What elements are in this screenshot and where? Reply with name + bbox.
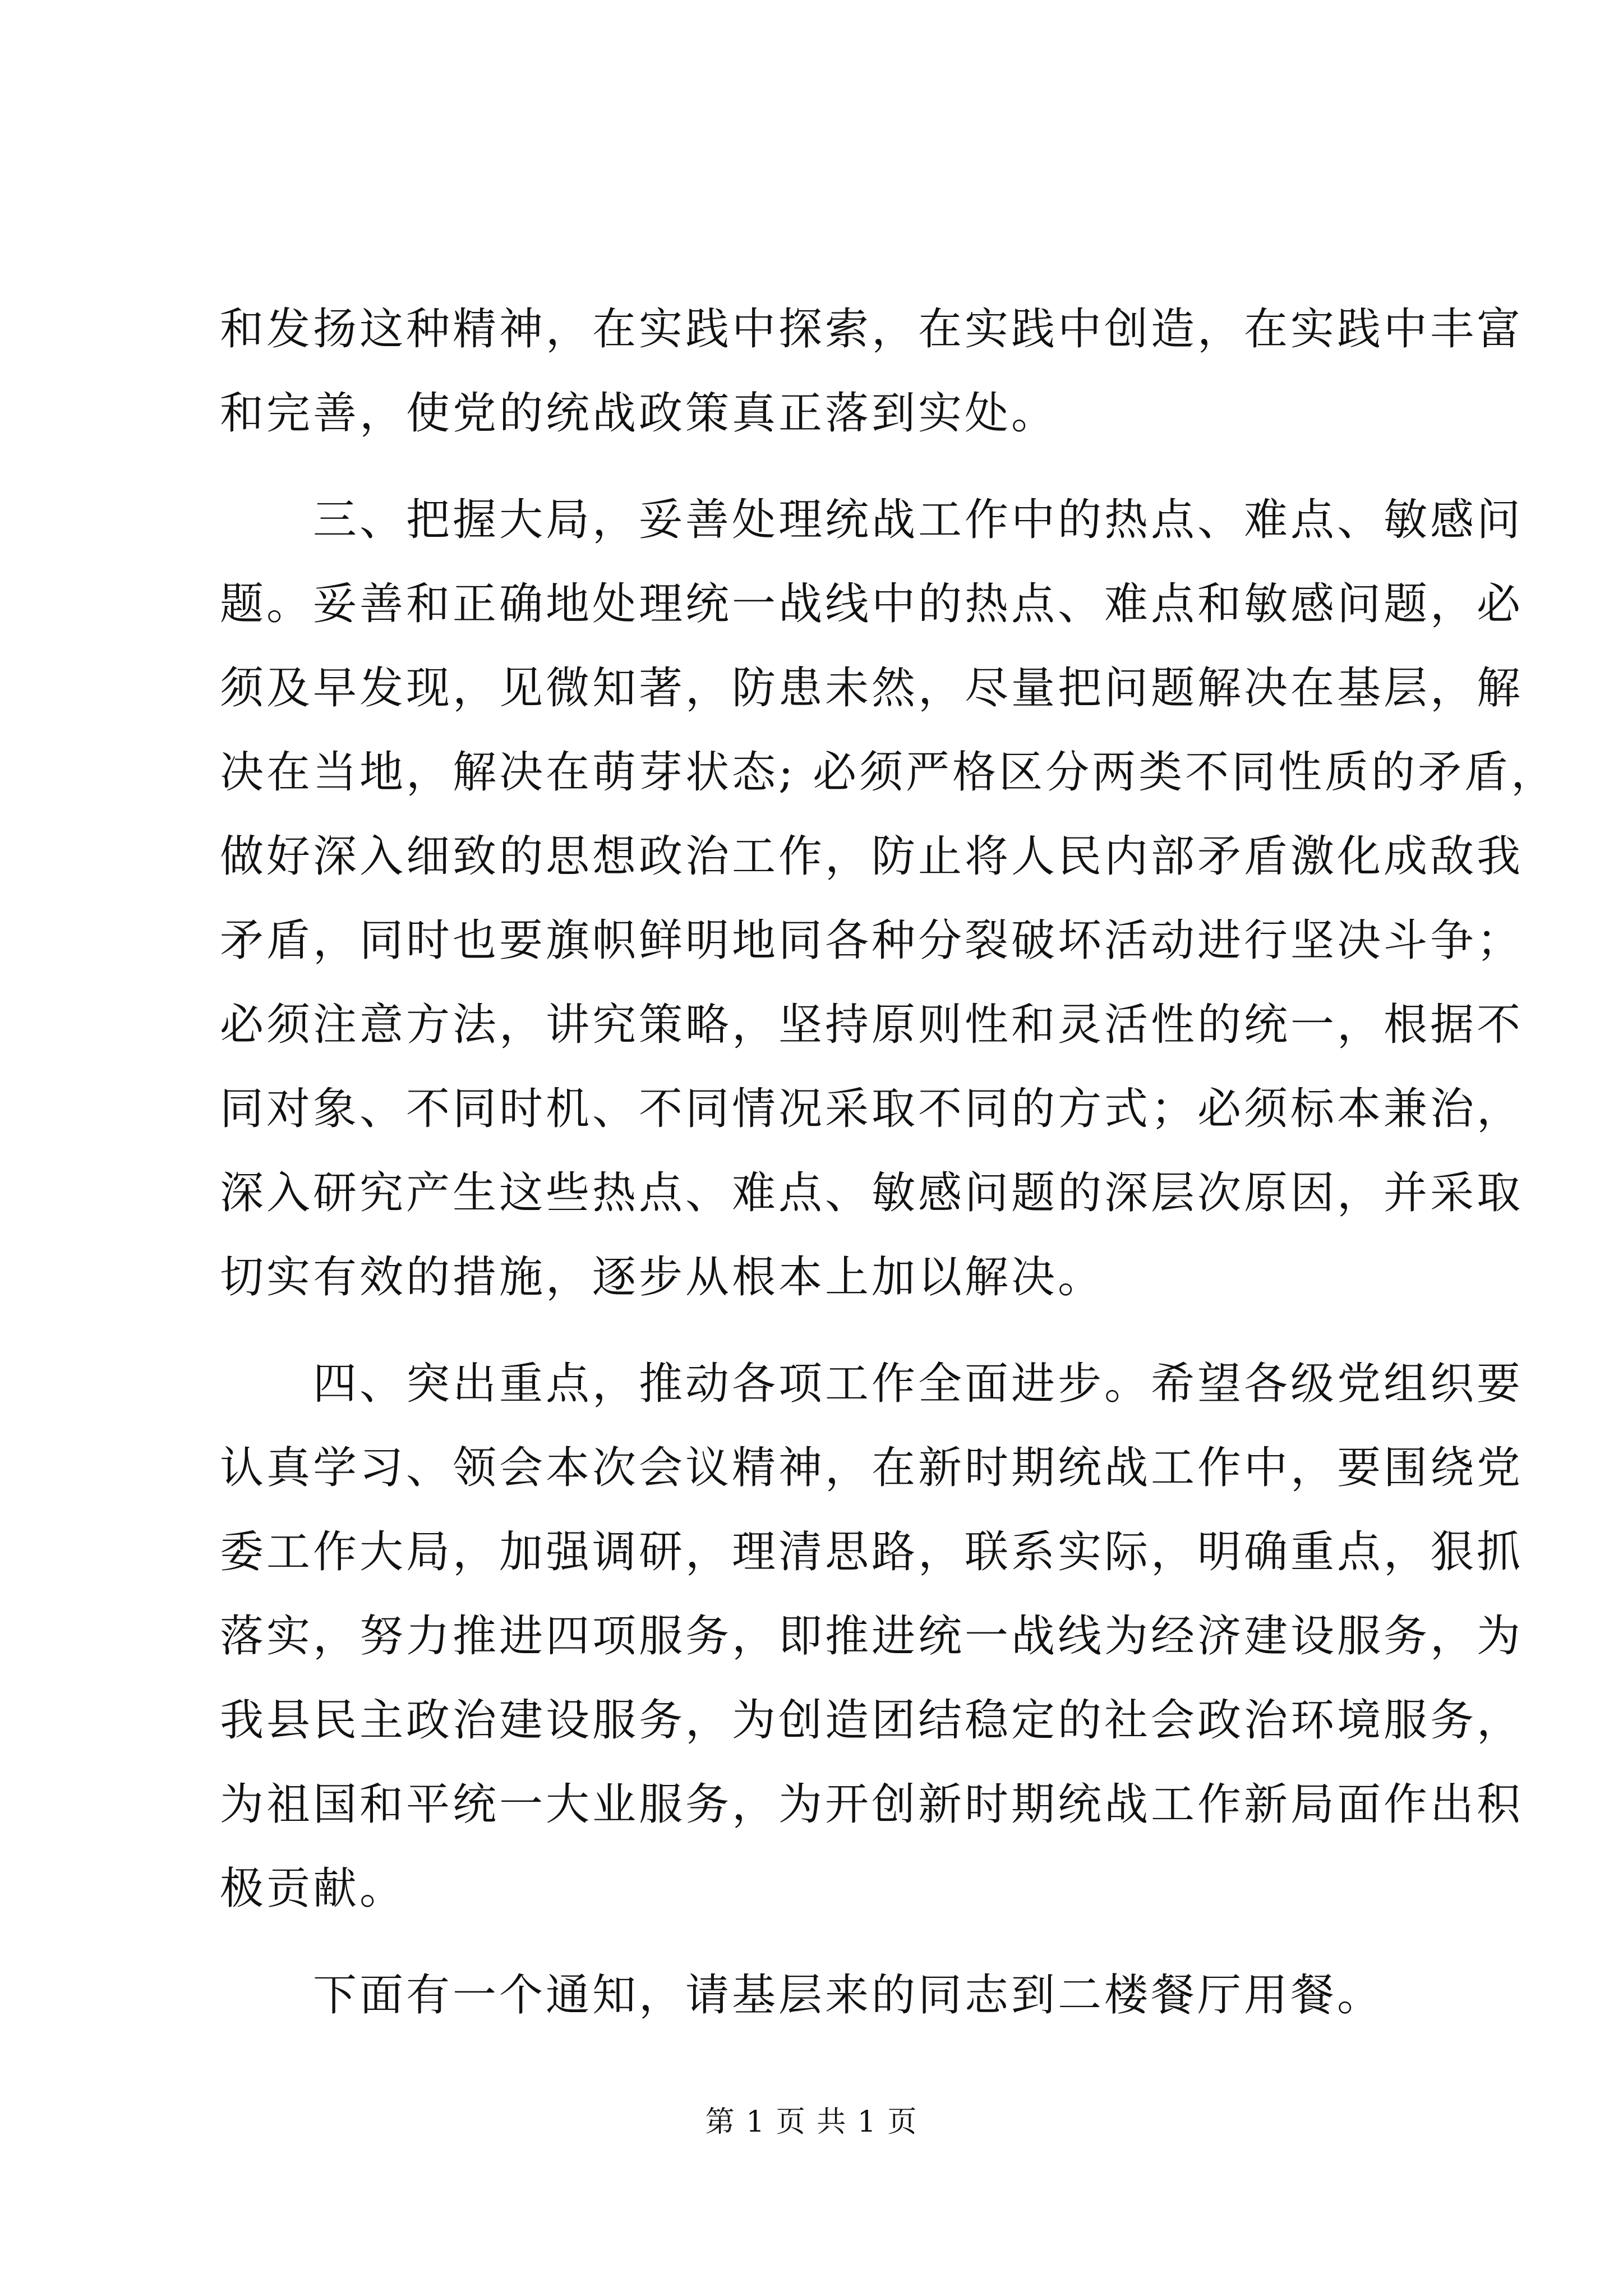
text-line: 四、突出重点，推动各项工作全面进步。希望各级党组织要	[220, 1359, 1524, 1409]
text-line: 切实有效的措施，逐步从根本上加以解决。	[220, 1252, 1105, 1303]
page-footer	[0, 2098, 1623, 2140]
text-line: 须及早发现，见微知著，防患未然，尽量把问题解决在基层，解	[220, 663, 1524, 714]
page-number-label: 第 1 页 共 1 页	[705, 2105, 918, 2139]
body-text	[220, 287, 1558, 2037]
text-line: 深入研究产生这些热点、难点、敏感问题的深层次原因，并采取	[220, 1168, 1524, 1218]
text-line: 必须注意方法，讲究策略，坚持原则性和灵活性的统一，根据不	[220, 1000, 1524, 1050]
text-line: 下面有一个通知，请基层来的同志到二楼餐厅用餐。	[220, 1970, 1384, 2021]
text-line: 题。妥善和正确地处理统一战线中的热点、难点和敏感问题，必	[220, 579, 1524, 629]
text-line: 落实，努力推进四项服务，即推进统一战线为经济建设服务，为	[220, 1611, 1524, 1662]
text-line: 矛盾，同时也要旗帜鲜明地同各种分裂破坏活动进行坚决斗争；	[220, 915, 1524, 966]
paragraph-gap	[220, 1931, 1437, 1953]
text-line: 我县民主政治建设服务，为创造团结稳定的社会政治环境服务，	[220, 1695, 1524, 1746]
text-line: 和发扬这种精神，在实践中探索，在实践中创造，在实践中丰富	[220, 304, 1524, 355]
text-line: 认真学习、领会本次会议精神，在新时期统战工作中，要围绕党	[220, 1443, 1524, 1493]
text-line: 为祖国和平统一大业服务，为开创新时期统战工作新局面作出积	[220, 1779, 1524, 1830]
text-line: 决在当地，解决在萌芽状态; 必须严格区分两类不同性质的矛盾，	[220, 747, 1558, 798]
text-line: 和完善，使党的统战政策真正落到实处。	[220, 388, 1058, 439]
text-line: 同对象、不同时机、不同情况采取不同的方式；必须标本兼治，	[220, 1084, 1524, 1134]
text-line: 委工作大局，加强调研，理清思路，联系实际，明确重点，狠抓	[220, 1527, 1524, 1577]
paragraph-gap	[220, 1319, 1437, 1342]
paragraph-gap	[220, 455, 1437, 478]
text-line: 做好深入细致的思想政治工作，防止将人民内部矛盾激化成敌我	[220, 831, 1524, 882]
text-line: 极贡献。	[220, 1864, 407, 1914]
text-line: 三、把握大局，妥善处理统战工作中的热点、难点、敏感问	[220, 495, 1524, 545]
